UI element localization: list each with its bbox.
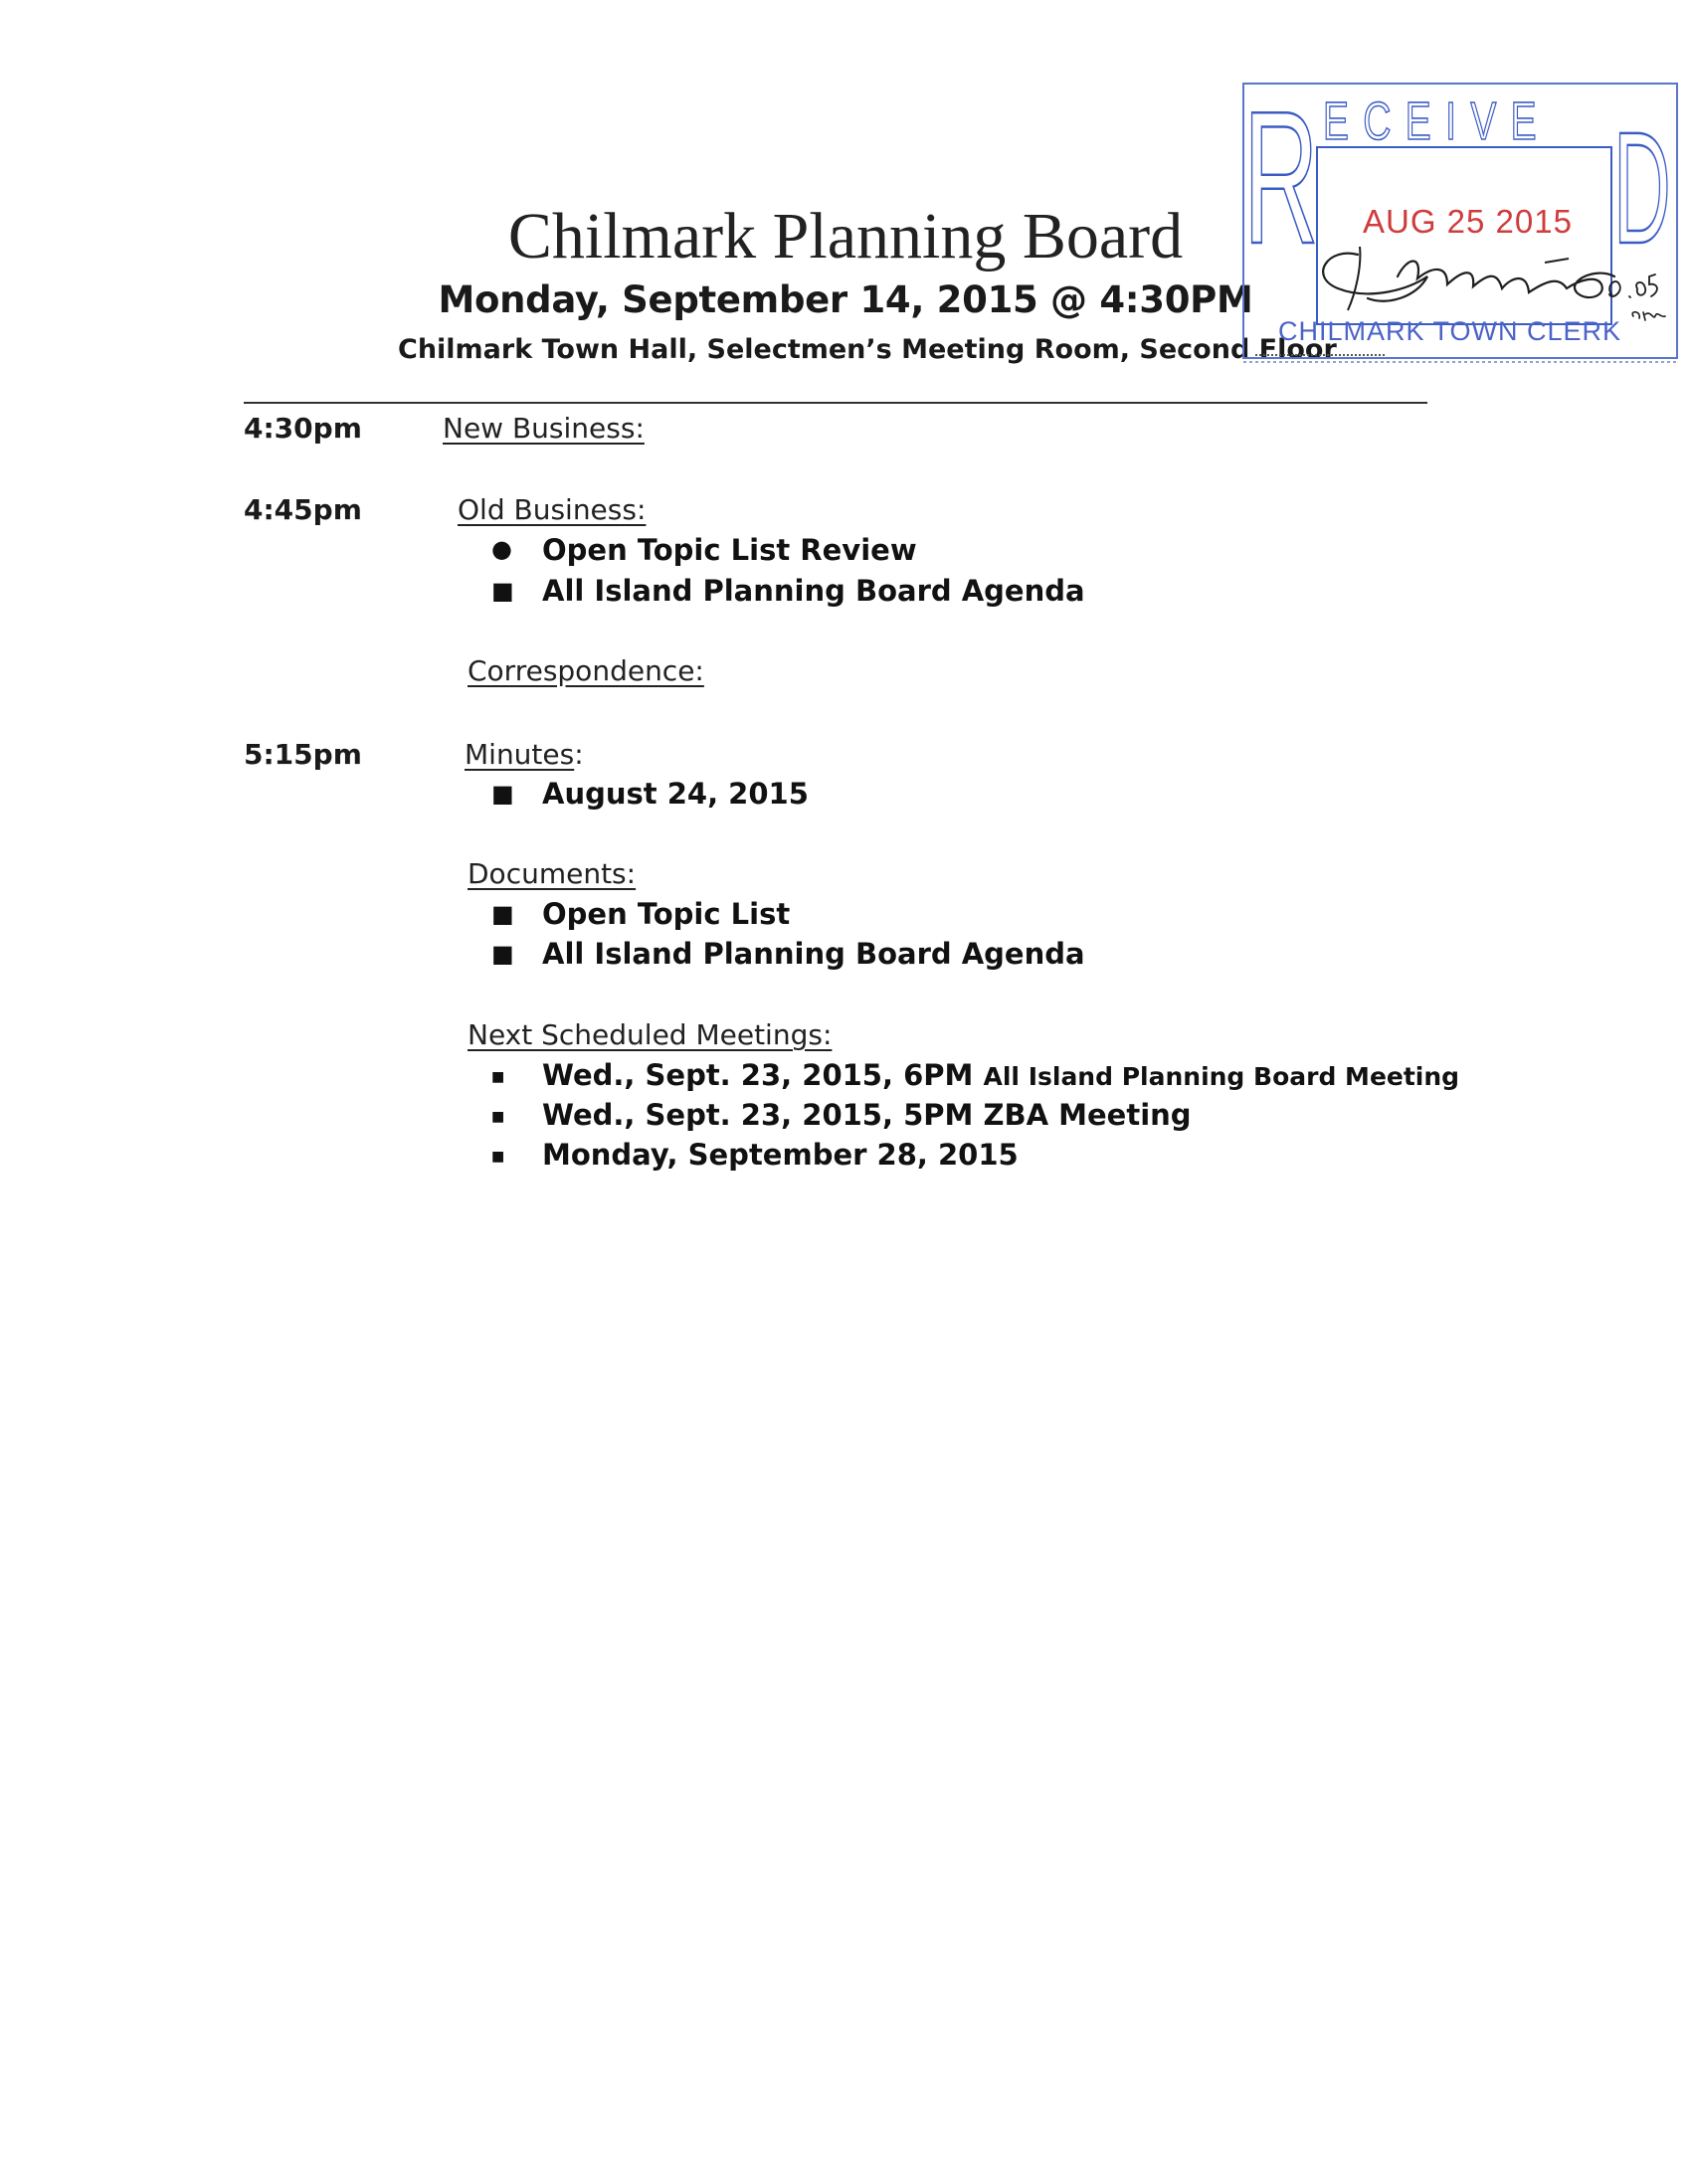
heading-minutes-text: Minutes — [465, 738, 575, 771]
time-minutes: 5:15pm — [244, 738, 362, 771]
list-item: Wed., Sept. 23, 2015, 5PM ZBA Meeting — [542, 1098, 1192, 1132]
stamp-letter-r: R — [1243, 73, 1319, 283]
heading-next-meetings: Next Scheduled Meetings: — [468, 1018, 833, 1051]
time-old-business: 4:45pm — [244, 493, 362, 526]
list-item: Open Topic List — [542, 897, 791, 931]
square-bullet-icon: ■ — [491, 940, 514, 968]
heading-old-business: Old Business: — [458, 493, 647, 526]
small-square-bullet-icon: ■ — [491, 1149, 505, 1165]
list-item: All Island Planning Board Agenda — [542, 937, 1085, 971]
square-bullet-icon: ■ — [491, 780, 514, 808]
heading-minutes-colon: : — [574, 738, 584, 771]
heading-correspondence: Correspondence: — [468, 654, 704, 687]
heading-minutes — [465, 738, 584, 771]
list-item — [542, 1058, 1459, 1092]
square-bullet-icon: ■ — [491, 577, 514, 605]
header-divider — [244, 402, 1427, 404]
list-item: August 24, 2015 — [542, 777, 809, 811]
page-title: Chilmark Planning Board — [507, 200, 1184, 273]
stamp-letter-d: D — [1613, 98, 1671, 276]
round-bullet-icon: ● — [491, 535, 512, 563]
stamp-date: AUG 25 2015 — [1363, 203, 1573, 240]
stamp-office: CHILMARK TOWN CLERK — [1278, 316, 1622, 346]
small-square-bullet-icon: ■ — [491, 1069, 505, 1085]
meeting-main: Wed., Sept. 23, 2015, 6PM — [542, 1058, 974, 1092]
list-item: Open Topic List Review — [542, 533, 917, 567]
meeting-detail: All Island Planning Board Meeting — [983, 1062, 1460, 1091]
time-new-business: 4:30pm — [244, 412, 362, 445]
heading-documents: Documents: — [468, 857, 637, 890]
small-square-bullet-icon: ■ — [491, 1109, 505, 1125]
list-item: Monday, September 28, 2015 — [542, 1138, 1019, 1172]
meeting-location: Chilmark Town Hall, Selectmen’s Meeting Room, Second Floor — [398, 334, 1337, 365]
list-item: All Island Planning Board Agenda — [542, 574, 1085, 608]
meeting-date: Monday, September 14, 2015 @ 4:30PM — [438, 278, 1253, 321]
heading-new-business: New Business: — [443, 412, 645, 445]
stamp-letters-eceive: ECEIVE — [1323, 91, 1552, 151]
clerk-signature — [1298, 237, 1636, 316]
square-bullet-icon: ■ — [491, 900, 514, 928]
